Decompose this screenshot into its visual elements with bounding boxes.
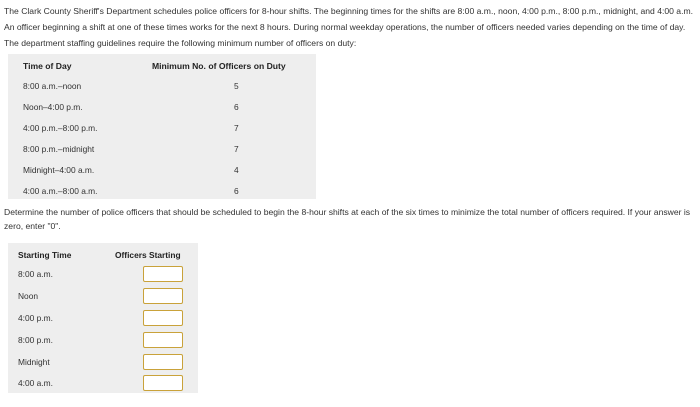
problem-intro: The Clark County Sheriff's Department schedules police officers for 8-hour shifts. The beginning times for the shifts are 8:00 a.m., noon, 4:00 p.m., 8:00 p.m., midnight, and 4:00 a.m. An officer beginning a shift at one of these times works for the next 8 hours. During normal weekday operations, the number of officers needed varies depending on the time of day. The department staffing guidelines require the following minimum number of officers on duty: (4, 6, 694, 48)
table-row (8, 102, 316, 123)
min-officers: 5 (234, 81, 239, 91)
starting-time-label: 8:00 p.m. (18, 335, 53, 345)
answer-table (8, 243, 198, 393)
header-min-officers: Minimum No. of Officers on Duty (152, 61, 286, 71)
table-row (8, 186, 316, 207)
starting-time-label: Midnight (18, 357, 50, 367)
header-time-of-day: Time of Day (23, 61, 72, 71)
header-officers-starting: Officers Starting (115, 250, 181, 260)
officers-4am-input[interactable] (143, 375, 183, 391)
table-row (8, 165, 316, 186)
time-of-day: 8:00 a.m.–noon (23, 81, 82, 91)
officers-8am-input[interactable] (143, 266, 183, 282)
min-officers: 7 (234, 144, 239, 154)
table-row (8, 81, 316, 102)
officers-midnight-input[interactable] (143, 354, 183, 370)
min-officers: 7 (234, 123, 239, 133)
min-officers: 4 (234, 165, 239, 175)
staffing-table (8, 54, 316, 199)
starting-time-label: 8:00 a.m. (18, 269, 53, 279)
header-starting-time: Starting Time (18, 250, 72, 260)
time-of-day: 8:00 p.m.–midnight (23, 144, 95, 154)
time-of-day: 4:00 p.m.–8:00 p.m. (23, 123, 98, 133)
officers-noon-input[interactable] (143, 288, 183, 304)
time-of-day: Midnight–4:00 a.m. (23, 165, 95, 175)
table-row (8, 144, 316, 165)
question-text: Determine the number of police officers that should be scheduled to begin the 8-hour shifts at each of the six times to minimize the total number of officers required. If your answer is zero, enter "0". (4, 207, 691, 231)
table-row (8, 123, 316, 144)
starting-time-label: 4:00 a.m. (18, 378, 53, 388)
officers-4pm-input[interactable] (143, 310, 183, 326)
time-of-day: 4:00 a.m.–8:00 a.m. (23, 186, 98, 196)
starting-time-label: 4:00 p.m. (18, 313, 53, 323)
officers-8pm-input[interactable] (143, 332, 183, 348)
min-officers: 6 (234, 186, 239, 196)
min-officers: 6 (234, 102, 239, 112)
time-of-day: Noon–4:00 p.m. (23, 102, 83, 112)
starting-time-label: Noon (18, 291, 39, 301)
